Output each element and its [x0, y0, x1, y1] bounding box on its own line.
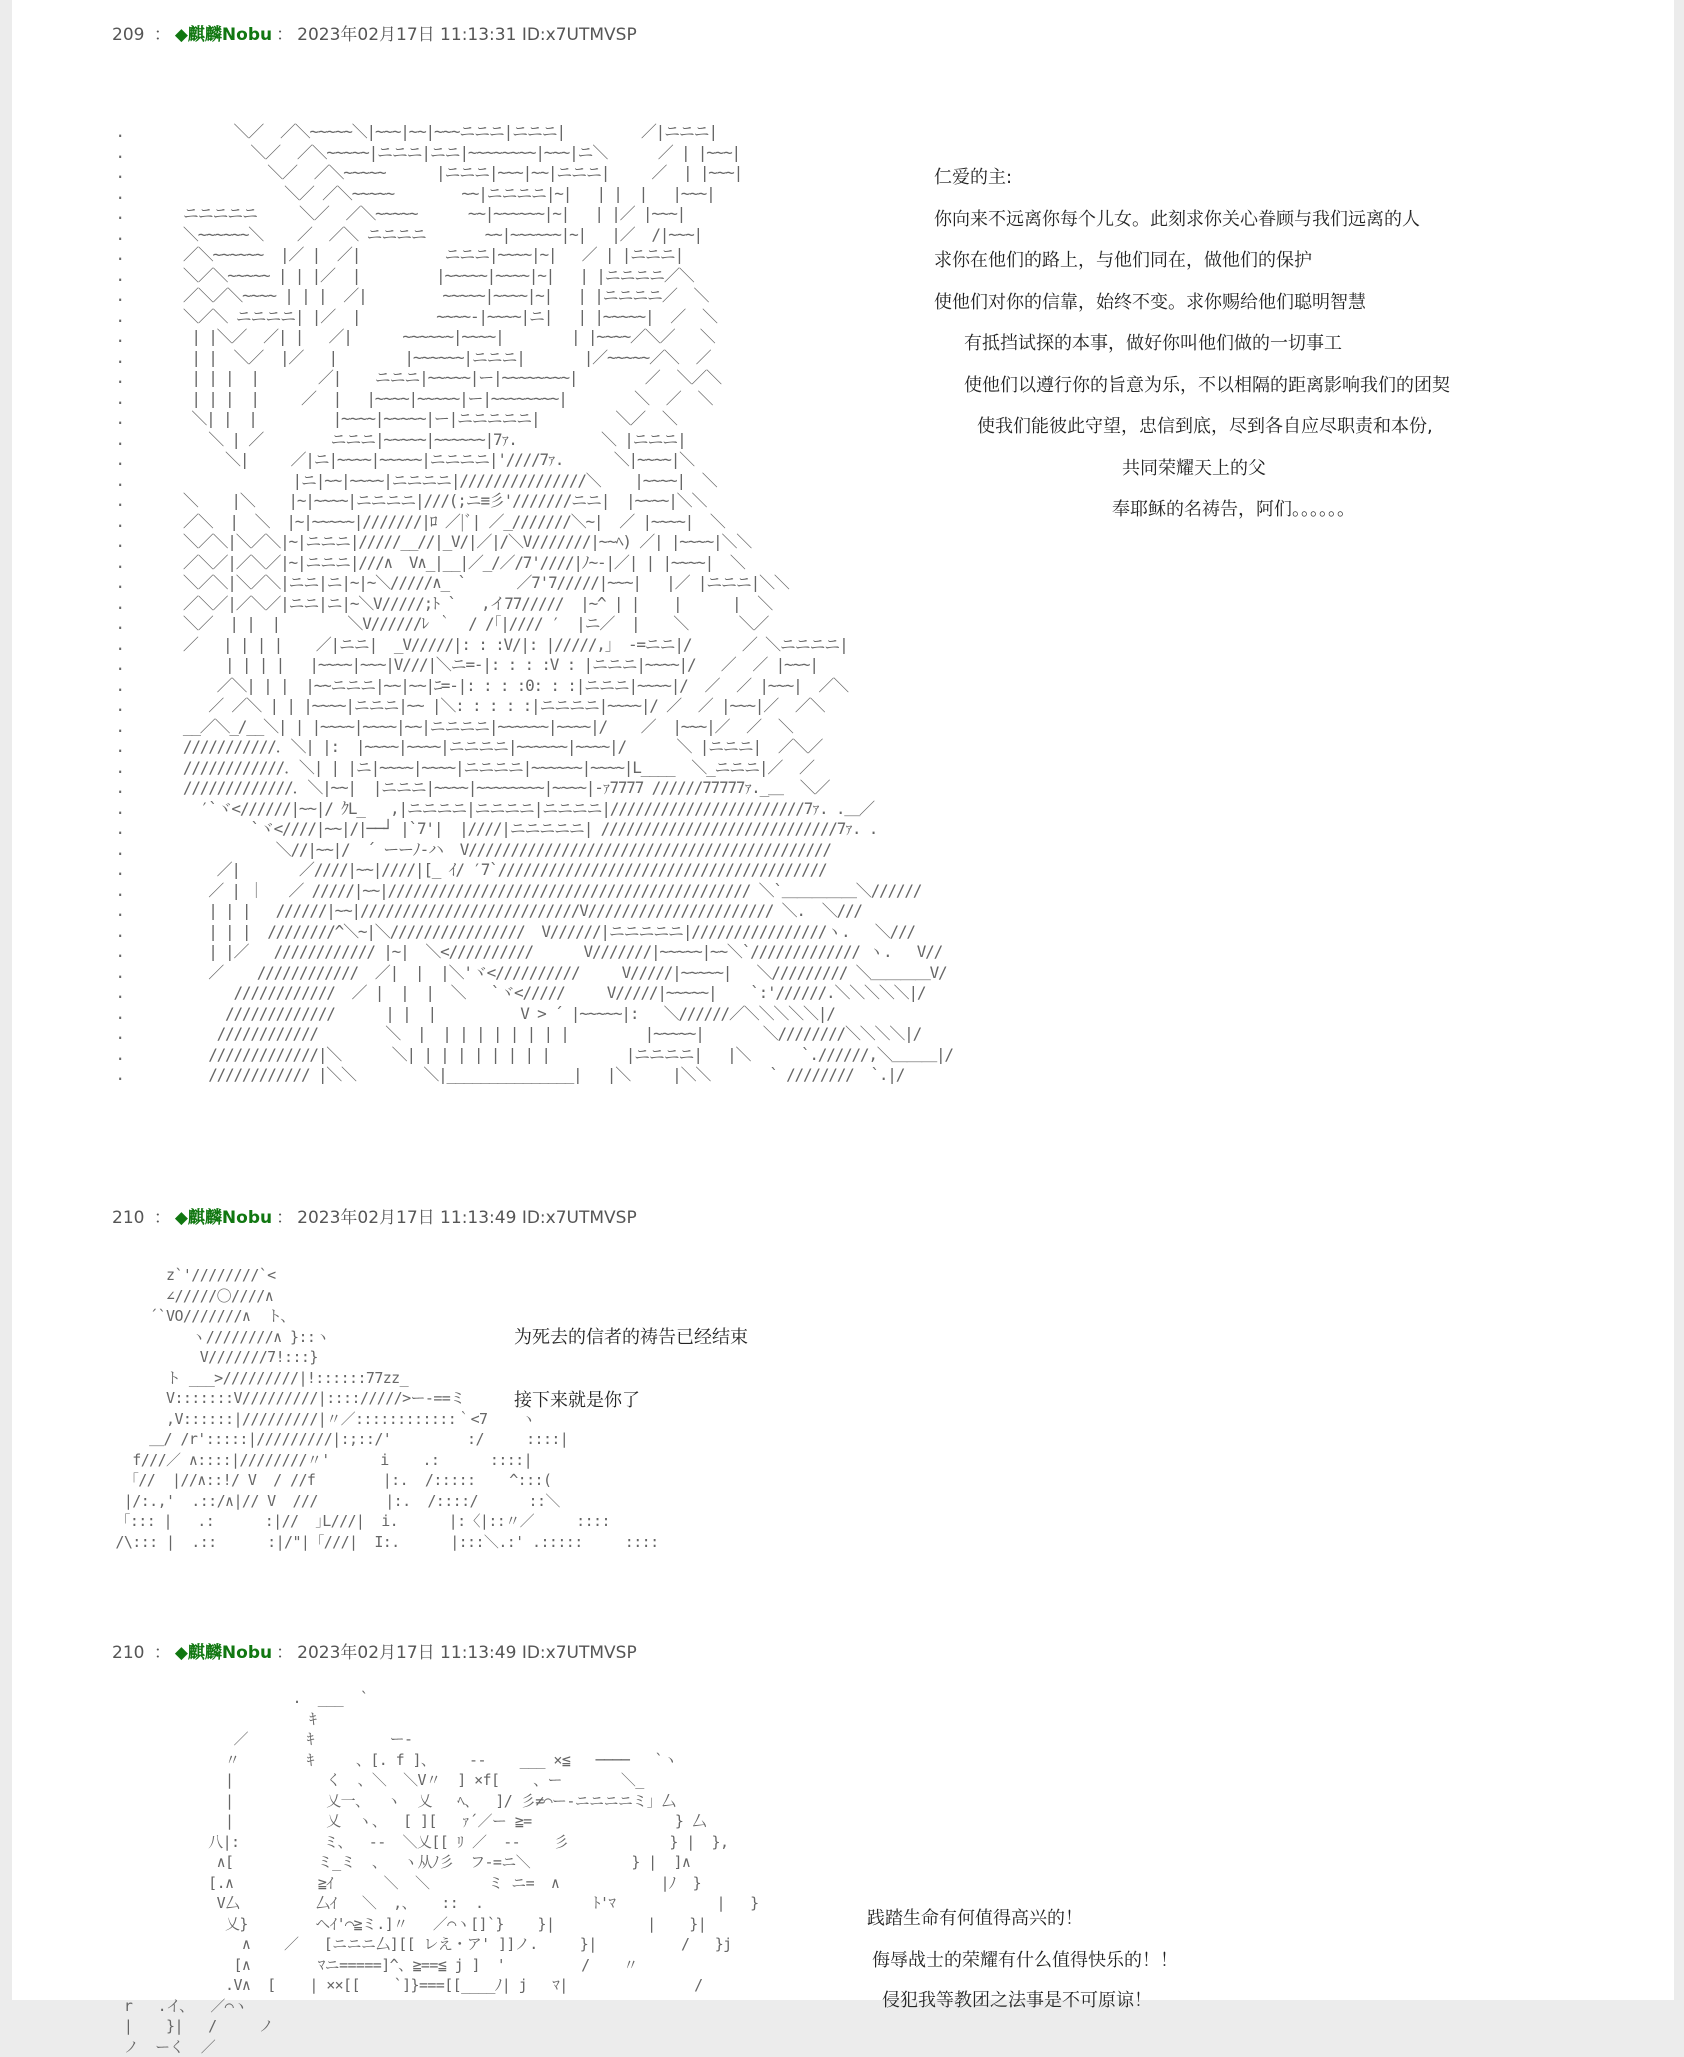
thread-page [12, 0, 1674, 2056]
ascii-art-3: . ___ ` ｷ ／ ｷ ー- 〃 ｷ 、[. f ]、 -- ___ ×≦ ──── `ヽ | く 、＼ ＼V〃 ] ×f[ 、ー ＼_ | 乂一、 ヽ 乂 ﾍ、 ]/ 彡≠⌒ー-ニニニニミ」厶 | 乂 ヽ、 [ ][ ｧ´／ー ≧= } 厶 八|: ミ、 -- ＼乂[[ ﾘ ／ -- 彡 } | }, ∧[ ミ_ミ 、 ヽ从ﾉ彡 フ-=ニ＼ } | ]∧ [.∧ ≧ｲ ＼ ＼ ミ ニ= ∧ |ﾉ } V厶 厶ｲ ＼ ,、 :: . ﾄ'ﾏ | } 乂} ヘｲ'⌒≧ミ.]〃 ／⌒ヽ[]`} }| | }| ∧ ／ [ニニニ厶][[ レえ・ア' ]]ノ. }| / }j [∧ ﾏニ=====]^、≧==≦ j ] ' / 〃 .V∧ [ | ××[[ `]}===[[____ﾉ| j ﾏ| / r .イ、 ／⌒ヽ | }| / ノ ノ ーく ／ [123, 1689, 759, 2056]
post-datetime: 2023年02月17日 11:13:49 [297, 1208, 517, 1228]
ascii-art-1: . ＼／ ／＼~~~~~＼|~~~|~~|~~~ニニニ|ニニニ| ／|ニニニ| . ＼／ ／＼~~~~~|ニニニ|ニニ|~~~~~~~~|~~~|ニ＼ ／ | |~~~| . ＼／ ／＼~~~~~ |ニニニ|~~~|~~|ニニニ| ／ | |~~~| . ＼／ ／＼~~~~~ ~~|ニニニニ|~| | | | |~~~| . ニニニニニ ＼／ ／＼~~~~~ ~~|~~~~~~|~| | |／ |~~~| . ＼~~~~~~＼ ／ ／＼ ニニニニ ~~|~~~~~~|~| |／ /|~~~| . ／＼~~~~~~ |／ | ／| ニニニ|~~~~|~| ／ | |ニニニ| . ＼／＼~~~~~ | | |／ | |~~~~~|~~~~|~| | |ニニニニ／＼ . ／＼／＼~~~~ | | | ／| ~~~~~|~~~~|~| | |ニニニニ／ ＼ . ＼／＼ ニニニニ| |／ | ~~~~-|~~~~|ニ| | |~~~~~| ／ ＼ . | |＼／ ／| | ／| ~~~~~~|~~~~| | |~~~~／＼／ ＼ . | | ＼／ |／ | |~~~~~~|ニニニ| |／~~~~~／＼ ／ . | | | | ／| ニニニ|~~~~~|ー|~~~~~~~~| ／ ＼／＼ . | | | | ／ | |~~~~|~~~~~|ー|~~~~~~~~| ＼ ／ ＼ . ＼| | | |~~~~|~~~~~|ー|ニニニニニ| ＼／ ＼ . ＼ | ／ ニニニ|~~~~~|~~~~~~|7ｧ. ＼ |ニニニ| . ＼| ／|ニ|~~~~|~~~~~|ニニニニ|'////7ｧ. ＼|~~~~|＼ . |ニ|~~|~~~~|ニニニニ|///////////////＼ |~~~~| ＼ . ＼ |＼ |~|~~~~|ニニニニ|///(;ニ≡彡'///////ニニ| |~~~~|＼＼ . ／＼ | ＼ |~|~~~~~|///////|ﾛ ／|ﾞ| ／_///////＼~| ／ |~~~~| ＼ . ＼／＼|＼／＼|~|ニニニ|/////__//|_V/|／|/＼V///////|~~ﾍ) ／| |~~~~|＼＼ . ／＼／|／＼／|~|ニニニ|///∧ V∧_|__|／_/／/7'////|ﾉ~-|／| | |~~~~| ＼ . ＼／＼|＼／＼|ニニ|ニ|~|~＼/////∧_ ` ／7'7/////|~~~| |／ |ニニニ|＼＼ . ／＼／|／＼／|ニニ|ニ|~＼V/////;ﾄ ` ,イ77///// |~^ | | | | ＼ . ＼／ | | | ＼V//////ﾚ ｀ / /｢|//// ′ |ニ／ | ＼ ＼／ . ／ | | | | ／|ニニ| _V/////|: : :V/|: |/////,」 ‐=ニニ|/ ／ ＼ニニニニ| . | | | | |~~~~|~~~|V///|＼ニ=-|: : : :V : |ニニニ|~~~~|/ ／ ／ |~~~| . ／＼| | | |~~ニニニ|~~|~~|ﾆ=-|: : : :0: : :|ニニニ|~~~~|/ ／ ／ |~~~| ／＼ . ／ ／＼ | | |~~~~|ニニニ|~~ |＼: : : : :|ニニニニ|~~~~|/ ／ ／ |~~~|／ ／＼ . __／＼_/__＼| | |~~~~|~~~~|~~|ニニニニ|~~~~~~|~~~~|/ ／ |~~~|／ ／ ＼ . ///////////．＼| |: |~~~~|~~~~|ニニニニ|~~~~~~|~~~~|/ ＼ |ニニニ| ／＼／ . ////////////．＼| | |ニ|~~~~|~~~~|ニニニニ|~~~~~~|~~~~|L____ ＼_ニニニ|／ ／ . /////////////．＼|~~| |ニニニ|~~~~|~~~~~~~~|~~~~|-ｧ7777 //////77777ｧ._＿ ＼／ . ′`ヾ<//////|~~|/ ｸL_ ,|ニニニニ|ニニニニ|ニニニニ|///////////////////////7ｧ. .＿／ . `ヾ<////|~~|/|──┘ |`7'| |////|ニニニニニ| ////////////////////////////7ｧ. . . ＼//|~~|/ ´ ーーﾉ-ハ V/////////////////////////////////////////// . ／| ／////|~~|////|[_ ｲ/ ′7`/////////////////////////////////////// . ／ | ｜ ／ /////|~~|/////////////////////////////////////////// ＼`＿＿＿＿＿＼////// . | | | //////|~~|//////////////////////////V////////////////////// ＼. ＼/// . | | | ////////^＼~|＼//////////////// V//////|ニニニニニ|////////////////ヽ. ＼/// . | |／ //////////// |~| ＼<////////// V///////|~~~~~|~~＼`///////////// ヽ. V// . ／ //////////// ／| | |＼'ヾ<////////// V/////|~~~~~| ＼///////// ＼＿＿＿＿V/ . //////////// ／ | | | ＼ `ヾ<///// V/////|~~~~~| `:'//////.＼＼＼＼＼|/ . ///////////// | | | V > ´ |~~~~~|: ＼//////／＼＼＼＼＼|/ . //////////// ＼ | | | | | | | | | |~~~~~| ＼////////＼＼＼＼|/ . /////////////|＼ ＼| | | | | | | | | |ニニニニ| |＼ `.//////,＼＿＿＿|/ . //////////// |＼＼ ＼|_______________| |＼ |＼＼ ` //////// `.|/ [115, 122, 953, 1084]
prayer-line: 使他们以遵行你的旨意为乐，不以相隔的距离影响我们的团契 [964, 375, 1450, 396]
message-line: 为死去的信者的祷告已经结束 [514, 1327, 748, 1348]
prayer-line: 使我们能彼此守望，忠信到底，尽到各自应尽职责和本份, [977, 416, 1433, 437]
poster-name[interactable]: ◆麒麟Nobu [174, 25, 273, 45]
message-line: 侮辱战士的荣耀有什么值得快乐的！！ [872, 1950, 1178, 1971]
post-id[interactable]: ID:x7UTMVSP [521, 25, 637, 45]
message-line: 侵犯我等教团之法事是不可原谅！ [882, 1990, 1152, 2011]
post-header: 209 ： ◆麒麟Nobu ： 2023年02月17日 11:13:31 ID:x7UTMVSP [112, 25, 637, 45]
post-datetime: 2023年02月17日 11:13:31 [297, 25, 517, 45]
prayer-line: 有抵挡试探的本事，做好你叫他们做的一切事工 [964, 333, 1342, 354]
prayer-line: 奉耶稣的名祷告，阿们。。。。。。 [1112, 499, 1355, 520]
message-line: 践踏生命有何值得高兴的！ [867, 1908, 1083, 1929]
post-id[interactable]: ID:x7UTMVSP [521, 1208, 637, 1228]
poster-name[interactable]: ◆麒麟Nobu [174, 1208, 273, 1228]
post-header: 210 ： ◆麒麟Nobu ： 2023年02月17日 11:13:49 ID:x7UTMVSP [112, 1643, 637, 1663]
post-number: 209 [112, 25, 145, 45]
post-number: 210 [112, 1208, 145, 1228]
prayer-line: 求你在他们的路上，与他们同在，做他们的保护 [934, 250, 1312, 271]
prayer-line: 使他们对你的信靠，始终不变。求你赐给他们聪明智慧 [934, 292, 1366, 313]
prayer-line: 你向来不远离你每个儿女。此刻求你关心眷顾与我们远离的人 [934, 209, 1420, 230]
post-number: 210 [112, 1643, 145, 1663]
post-header: 210 ： ◆麒麟Nobu ： 2023年02月17日 11:13:49 ID:x7UTMVSP [112, 1208, 637, 1228]
post-id[interactable]: ID:x7UTMVSP [521, 1643, 637, 1663]
post-datetime: 2023年02月17日 11:13:49 [297, 1643, 517, 1663]
prayer-line: 仁爱的主: [934, 167, 1013, 188]
message-line: 接下来就是你了 [514, 1390, 640, 1411]
poster-name[interactable]: ◆麒麟Nobu [174, 1643, 273, 1663]
ascii-art-2: z`'////////`< ∠/////〇////∧ ´`VO///////∧ ト、 ヽ////////∧ }::ヽ V///////7!:::} ト ___>/////////|!::::::77zz_ V:::::::V/////////|:::://///>ー-==ミ ,V::::::|/////////|〃／::::::::::::｀<7 ヽ ＿/ /r':::::|/////////|:;::/' :/ ::::| f///／ ∧::::|////////〃' i .: ::::| 「// |//∧::!/ V / //f |:. /::::: ^:::( |/:.,' .::/∧|// V /// |:. /::::/ ::＼ 「::: | .: :|// ｣L///| i. |:〈|::〃／ :::: /\::: | .:: :|/"|「///| I:. |:::＼.:' .::::: :::: [115, 1266, 659, 1551]
prayer-line: 共同荣耀天上的父 [1122, 458, 1266, 479]
